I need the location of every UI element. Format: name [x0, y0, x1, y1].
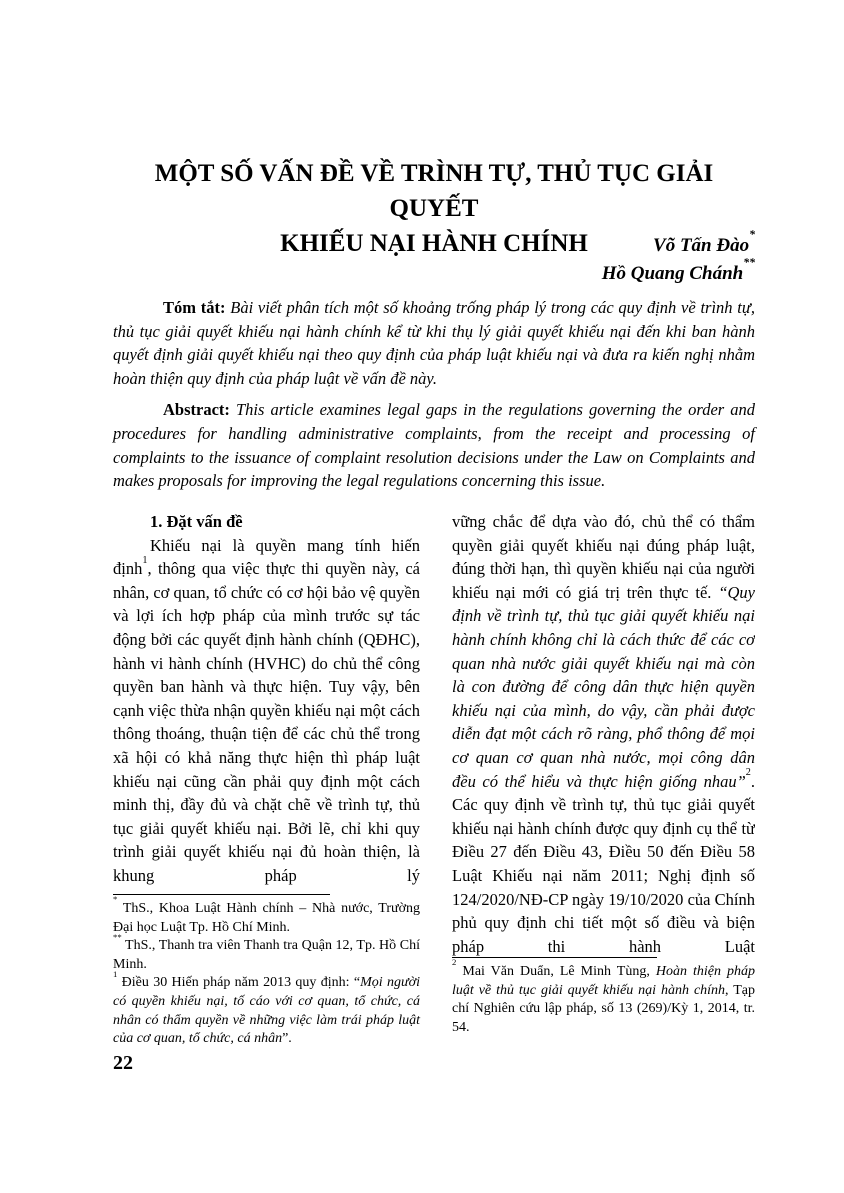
- author-2: [113, 256, 755, 288]
- footnote-2-tail: , Tạp chí Nghiên cứu lập pháp, số 13 (269)/Kỳ 1, 2014, tr. 54.: [452, 982, 755, 1035]
- footnotes-left: [113, 894, 420, 1049]
- author-1-affiliation-marker: *: [749, 228, 755, 242]
- author-block: [113, 228, 755, 288]
- footnote-star-marker: *: [113, 894, 118, 905]
- abstract-vi-text: Bài viết phân tích một số khoảng trống pháp lý trong các quy định về trình tự, thủ tục giải quyết khiếu nại hành chính kể từ khi thụ lý giải quyết khiếu nại đến khi ban hành quyết định giải quyết khiếu nại theo quy định của pháp luật khiếu nại và đưa ra kiến nghị nhằm hoàn thiện quy định của pháp luật về vấn đề này.: [113, 298, 755, 388]
- abstract-vietnamese: [113, 296, 755, 390]
- intro-text-after-quote: . Các quy định về trình tự, thủ tục giải quyết khiếu nại hành chính được quy định cụ thể từ Điều 27 đến Điều 43, Điều 50 đến Điều 58 Luật Khiếu nại năm 2011; Nghị định số 124/2020/NĐ-CP ngày 19/10/2020 của Chính phủ quy định chi tiết một số điều và biện pháp thi hành Luật: [452, 771, 755, 956]
- footnote-star-text: ThS., Khoa Luật Hành chính – Nhà nước, Trường Đại học Luật Tp. Hồ Chí Minh.: [113, 901, 420, 935]
- footnote-1-quote: Mọi người có quyền khiếu nại, tố cáo với cơ quan, tổ chức, cá nhân có thẩm quyền về những việc làm trái pháp luật của cơ quan, tổ chức, cá nhân: [113, 975, 420, 1047]
- footnote-1-tail: ”.: [282, 1031, 292, 1047]
- right-column: [452, 510, 755, 958]
- footnote-ref-1: 1: [142, 555, 148, 567]
- author-2-affiliation-marker: **: [743, 256, 755, 270]
- author-1-name: Võ Tấn Đào: [653, 235, 750, 256]
- author-2-name: Hồ Quang Chánh: [601, 263, 744, 284]
- footnote-2-title: Hoàn thiện pháp luật về thủ tục giải quyết khiếu nại hành chính: [452, 964, 755, 998]
- footnote-ref-2: 2: [745, 767, 751, 779]
- footnote-2: [452, 957, 755, 1037]
- footnote-2-lead: Mai Văn Duẩn, Lê Minh Tùng,: [456, 964, 656, 979]
- author-1: [113, 228, 755, 260]
- left-column: [113, 510, 420, 898]
- footnote-star: [113, 894, 420, 937]
- footnote-1: [113, 968, 420, 1048]
- abstract-vi-label: Tóm tắt:: [163, 298, 226, 317]
- footnote-1-marker: 1: [113, 968, 118, 979]
- footnote-double-star-marker: **: [113, 931, 122, 942]
- footnote-2-marker: 2: [452, 957, 457, 968]
- abstract-en-text: This article examines legal gaps in the regulations governing the order and procedures for handling administrative complaints, from the receipt and processing of complaints to the issuance of complaint resolution decisions under the Law on Complaints and makes proposals for improving the legal regulations concerning this issue.: [113, 400, 755, 491]
- footnote-separator-right: [452, 957, 657, 958]
- title-line-2: KHIẾU NẠI HÀNH CHÍNH: [280, 230, 588, 257]
- intro-text-after-ref: , thông qua việc thực thi quyền này, cá nhân, cơ quan, tổ chức có cơ hội bảo vệ quyền và lợi ích hợp pháp của mình trước sự tác động bởi các quyết định hành chính (QĐHC), hành vi hành chính (HVHC) do chủ thể công quyền ban hành và thực hiện. Tuy vậy, bên cạnh việc thừa nhận quyền khiếu nại một cách thông thoáng, thuận tiện để các chủ thể trong xã hội có khả năng thực hiện thì pháp luật khiếu nại cũng cần phải quy định một cách minh thị, đầy đủ và chặt chẽ về trình tự, thủ tục giải quyết khiếu nại. Bởi lẽ, chỉ khi quy trình giải quyết khiếu nại đủ hoàn thiện, là khung pháp lý: [113, 559, 420, 885]
- intro-paragraph-right: [452, 510, 755, 958]
- footnote-separator-left: [113, 894, 330, 895]
- title-line-1: MỘT SỐ VẤN ĐỀ VỀ TRÌNH TỰ, THỦ TỤC GIẢI QUYẾT: [154, 160, 714, 222]
- abstract-en-label: Abstract:: [163, 400, 230, 420]
- intro-text-continued: vững chắc để dựa vào đó, chủ thể có thẩm quyền giải quyết khiếu nại đúng pháp luật, đúng thời hạn, thì quyền khiếu nại của người khiếu nại mới có giá trị trên thực tế.: [452, 512, 755, 602]
- intro-text-before-ref: Khiếu nại là quyền mang tính hiến định: [113, 535, 420, 579]
- footnotes-right: [452, 957, 755, 1037]
- body-columns: [113, 510, 755, 958]
- footnote-1-lead: Điều 30 Hiến pháp năm 2013 quy định: “: [117, 975, 361, 991]
- intro-paragraph-left: [113, 534, 420, 888]
- abstract-section: [113, 296, 755, 501]
- footnote-double-star: [113, 931, 420, 974]
- abstract-english: [113, 398, 755, 492]
- inline-quote: “Quy định về trình tự, thủ tục giải quyết khiếu nại hành chính không chỉ là cách thức để các cơ quan nhà nước giải quyết khiếu nại mà còn là con đường để công dân thực hiện quyền khiếu nại của mình, do vậy, cần phải được diễn đạt một cách rõ ràng, phổ thông để mọi cơ quan cơ quan nhà nước, mọi công dân đều có thể hiểu và thực hiện giống nhau”: [452, 582, 755, 791]
- section-1-heading: 1. Đặt vấn đề: [150, 512, 243, 531]
- page-number: 22: [113, 1052, 133, 1074]
- footnote-double-star-text: ThS., Thanh tra viên Thanh tra Quận 12, Tp. Hồ Chí Minh.: [113, 938, 420, 972]
